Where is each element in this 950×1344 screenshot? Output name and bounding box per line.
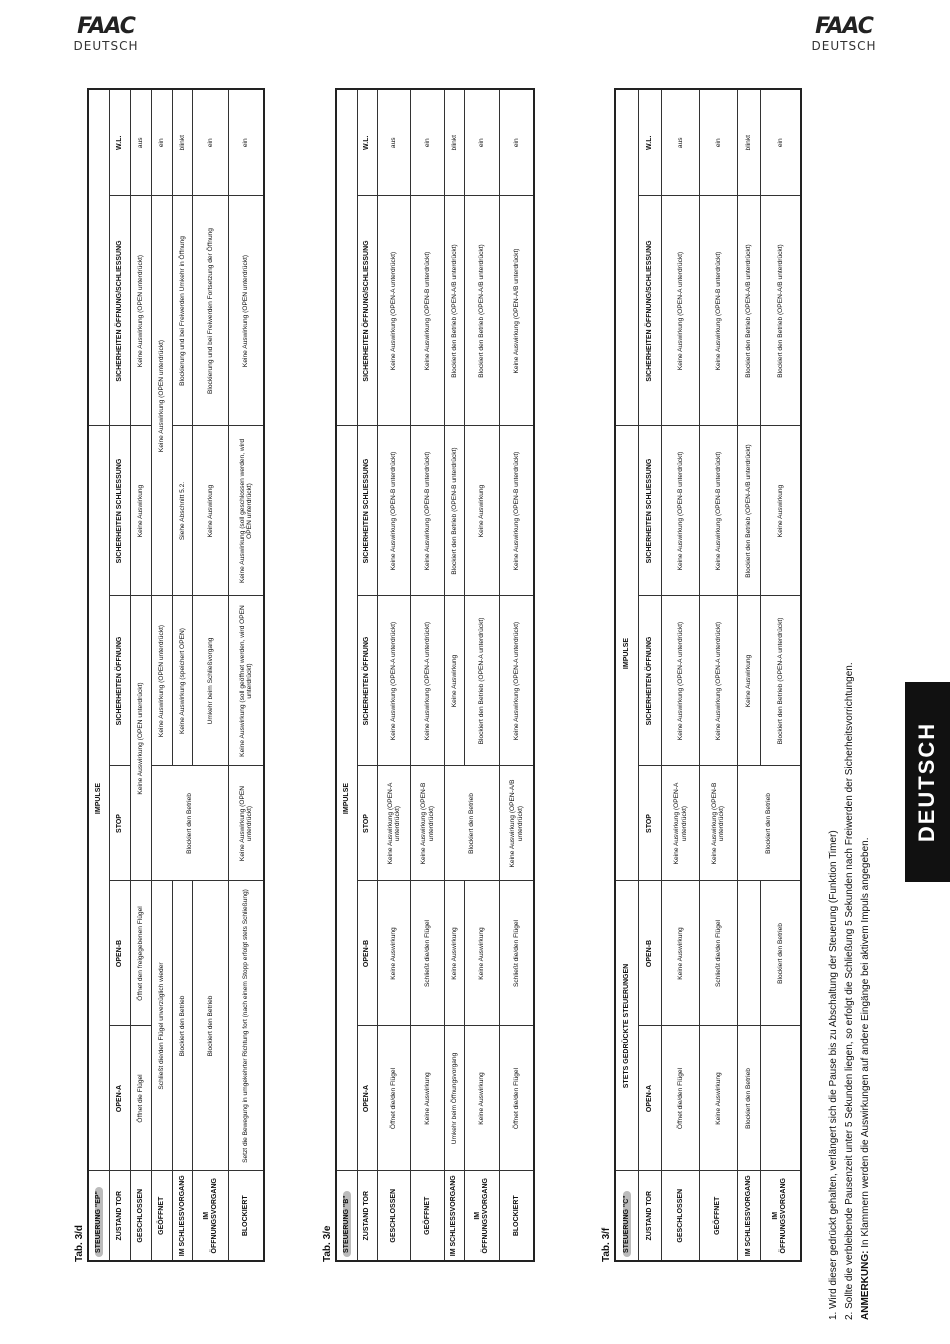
header-open-a: OPEN-A — [110, 1026, 131, 1171]
cell: Keine Auswirkung — [465, 1026, 500, 1171]
cell: Keine Auswirkung (OPEN-A/B unterdrückt) — [500, 766, 534, 881]
cell: Schließt die/den Flügel unverzüglich wieder — [151, 881, 172, 1171]
language-label: DEUTSCH — [73, 39, 139, 53]
cell: ein — [500, 89, 534, 196]
row-state: BLOCKIERT — [500, 1171, 534, 1261]
brand-logo-left — [56, 14, 156, 53]
cell: Keine Auswirkung (OPEN unterdrückt) — [131, 196, 152, 426]
cell: Keine Auswirkung (OPEN unterdrückt) — [151, 596, 172, 766]
header-stets: STETS GEDRÜCKTE STEUERUNGEN — [615, 881, 639, 1171]
header-wl: W.L. — [110, 89, 131, 196]
cell: Keine Auswirkung (OPEN-B unterdrückt) — [378, 426, 411, 596]
table-row — [151, 89, 172, 1261]
cell — [737, 881, 760, 1026]
cell: ein — [411, 89, 444, 196]
cell: blinkt — [737, 89, 760, 196]
row-state: IM SCHLIESSVORGANG — [444, 1171, 464, 1261]
table-row — [700, 89, 738, 1261]
cell: Keine Auswirkung — [444, 881, 464, 1026]
cell: Blockiert den Betrieb (OPEN-A/B unterdrückt) — [465, 196, 500, 426]
header-wl: W.L. — [639, 89, 662, 196]
cell: Blockiert den Betrieb — [444, 766, 499, 881]
cell: Keine Auswirkung — [700, 1026, 738, 1171]
header-sich-oeff: SICHERHEITEN ÖFFNUNG — [357, 596, 377, 766]
cell: ein — [760, 89, 801, 196]
cell: ein — [465, 89, 500, 196]
cell: Keine Auswirkung (OPEN-B unterdrückt) — [662, 426, 700, 596]
table-label: Tab. 3/e — [322, 1225, 333, 1262]
row-state: IM ÖFFNUNGSVORGANG — [193, 1171, 229, 1261]
table-row — [500, 89, 534, 1261]
row-state: GESCHLOSSEN — [662, 1171, 700, 1261]
header-sich-schl: SICHERHEITEN SCHLIESSUNG — [357, 426, 377, 596]
header-wl: W.L. — [357, 89, 377, 196]
cell: Keine Auswirkung (OPEN-A unterdrückt) — [500, 596, 534, 766]
cell: Schließt die/den Flügel — [700, 881, 738, 1026]
row-state: IM ÖFFNUNGSVORGANG — [760, 1171, 801, 1261]
cell: Keine Auswirkung (OPEN-B unterdrückt) — [700, 196, 738, 426]
cell: Keine Auswirkung — [378, 881, 411, 1026]
language-side-tab — [905, 682, 950, 882]
cell: Keine Auswirkung — [465, 426, 500, 596]
cell: Blockierung und bei Freiwerden Umkehr in Öffnung — [172, 196, 193, 426]
header-impulse: IMPULSE — [615, 426, 639, 881]
cell: ein — [700, 89, 738, 196]
cell: Keine Auswirkung (OPEN-B unterdrückt) — [411, 766, 444, 881]
header-sich-schl: SICHERHEITEN SCHLIESSUNG — [639, 426, 662, 596]
faac-logo: FAAC — [815, 14, 873, 39]
row-state: GESCHLOSSEN — [131, 1171, 152, 1261]
cell: Blockiert den Betrieb — [737, 766, 801, 881]
cell — [760, 1026, 801, 1171]
header-open-b: OPEN-B — [357, 881, 377, 1026]
cell: Keine Auswirkung — [411, 1026, 444, 1171]
header-stop: STOP — [639, 766, 662, 881]
table-row — [760, 89, 801, 1261]
cell: Keine Auswirkung — [737, 596, 760, 766]
cell: aus — [662, 89, 700, 196]
cell: Blockiert den Betrieb (OPEN-A/B unterdrückt) — [737, 426, 760, 596]
table-row — [465, 89, 500, 1261]
cell: Blockiert den Betrieb — [760, 881, 801, 1026]
anmerkung-label: ANMERKUNG: — [860, 1250, 871, 1320]
table-row — [411, 89, 444, 1261]
table-3e — [335, 88, 535, 1262]
header-sich-oeff-schl: SICHERHEITEN ÖFFNUNG/SCHLIESSUNG — [639, 196, 662, 426]
cell: Keine Auswirkung (OPEN-A unterdrückt) — [411, 596, 444, 766]
cell: Blockiert den Betrieb — [737, 1026, 760, 1171]
brand-logo-right — [794, 14, 894, 53]
cell: Keine Auswirkung (speichert OPEN) — [172, 596, 193, 766]
cell: ein — [193, 89, 229, 196]
cell: Keine Auswirkung (OPEN-B unterdrückt) — [411, 196, 444, 426]
table-row — [737, 89, 760, 1261]
table-row — [662, 89, 700, 1261]
table-row — [444, 89, 464, 1261]
cell: Keine Auswirkung (OPEN-B unterdrückt) — [700, 426, 738, 596]
table-3e-block — [322, 90, 538, 1262]
table-row — [378, 89, 411, 1261]
cell: Setzt die Bewegung in umgekehrter Richtung fort (nach einem Stopp erfolgt stets Schließung) — [229, 881, 264, 1171]
header-impulse: IMPULSE — [336, 426, 357, 1171]
cell: Schließt die/den Flügel — [411, 881, 444, 1026]
cell: Öffnet die/den Flügel — [500, 1026, 534, 1171]
cell: Keine Auswirkung (OPEN-A unterdrückt) — [700, 596, 738, 766]
header-open-a: OPEN-A — [639, 1026, 662, 1171]
cell: Blockiert den Betrieb — [193, 881, 229, 1171]
header-sich-oeff: SICHERHEITEN ÖFFNUNG — [110, 596, 131, 766]
cell: Blockiert den Betrieb — [172, 881, 193, 1171]
table-label: Tab. 3/f — [601, 1227, 612, 1262]
table-row — [229, 89, 264, 1261]
row-state: IM SCHLIESSVORGANG — [172, 1171, 193, 1261]
cell: Keine Auswirkung (OPEN-A unterdrückt) — [662, 596, 700, 766]
cell: Keine Auswirkung (OPEN unterdrückt) — [229, 196, 264, 426]
cell: Keine Auswirkung — [465, 881, 500, 1026]
cell: Blockiert den Betrieb (OPEN-A/B unterdrückt) — [444, 196, 464, 426]
header-open-b: OPEN-B — [110, 881, 131, 1026]
cell: Öffnet die/den Flügel — [662, 1026, 700, 1171]
cell: Blockiert den Betrieb (OPEN-A unterdrückt) — [760, 596, 801, 766]
mode-badge: STEUERUNG "C" — [623, 1191, 631, 1257]
cell: Blockiert den Betrieb (OPEN-A/B unterdrückt) — [760, 196, 801, 426]
row-state: GESCHLOSSEN — [378, 1171, 411, 1261]
table-3f — [614, 88, 802, 1262]
table-3d-block — [74, 90, 268, 1262]
cell: Keine Auswirkung (OPEN-A unterdrückt) — [378, 766, 411, 881]
cell: Keine Auswirkung (OPEN-A unterdrückt) — [662, 196, 700, 426]
cell: Keine Auswirkung (soll geöffnet werden, wird OPEN unterdrückt) — [229, 596, 264, 766]
cell: Keine Auswirkung — [662, 881, 700, 1026]
cell: Keine Auswirkung (soll geschlossen werden, wird OPEN unterdrückt) — [229, 426, 264, 596]
cell: Keine Auswirkung (OPEN-B unterdrückt) — [500, 426, 534, 596]
header-open-a: OPEN-A — [357, 1026, 377, 1171]
cell: Schließt die/den Flügel — [500, 881, 534, 1026]
header-zustand: ZUSTAND TOR — [357, 1171, 377, 1261]
cell: aus — [378, 89, 411, 196]
faac-logo: FAAC — [77, 14, 135, 39]
mode-badge: STEUERUNG "B" — [343, 1191, 351, 1257]
footnote-anmerkung — [858, 610, 874, 1320]
cell: Umkehr beim Öffnungsvorgang — [444, 1026, 464, 1171]
row-state: GEÖFFNET — [151, 1171, 172, 1261]
cell: blinkt — [444, 89, 464, 196]
header-zustand: ZUSTAND TOR — [110, 1171, 131, 1261]
header-open-b: OPEN-B — [639, 881, 662, 1026]
table-row — [193, 89, 229, 1261]
header-sich-oeff: SICHERHEITEN ÖFFNUNG — [639, 596, 662, 766]
header-sich-schl: SICHERHEITEN SCHLIESSUNG — [110, 426, 131, 596]
anmerkung-text: In Klammern werden die Auswirkungen auf andere Eingänge bei aktivem Impuls angegeben. — [860, 837, 871, 1251]
cell: Keine Auswirkung (OPEN-A unterdrückt) — [662, 766, 700, 881]
cell: Keine Auswirkung (OPEN-B unterdrückt) — [700, 766, 738, 881]
cell: blinkt — [172, 89, 193, 196]
header-stop: STOP — [110, 766, 131, 881]
cell: Blockiert den Betrieb (OPEN-B unterdrückt) — [444, 426, 464, 596]
cell: Blockiert den Betrieb — [151, 766, 229, 881]
table-row — [172, 89, 193, 1261]
table-label: Tab. 3/d — [74, 1224, 85, 1262]
row-state: IM SCHLIESSVORGANG — [737, 1171, 760, 1261]
row-state: GEÖFFNET — [700, 1171, 738, 1261]
cell: Keine Auswirkung (OPEN unterdrückt) — [131, 596, 152, 881]
row-state: IM ÖFFNUNGSVORGANG — [465, 1171, 500, 1261]
cell: Öffnet die/den Flügel — [378, 1026, 411, 1171]
cell: Blockierung und bei Freiwerden Fortsetzung der Öffnung — [193, 196, 229, 426]
cell: Keine Auswirkung — [193, 426, 229, 596]
cell: ein — [151, 89, 172, 196]
cell: Umkehr beim Schließvorgang — [193, 596, 229, 766]
cell: Siehe Abschnitt 5.2. — [172, 426, 193, 596]
table-3d — [87, 88, 265, 1262]
header-sich-oeff-schl: SICHERHEITEN ÖFFNUNG/SCHLIESSUNG — [357, 196, 377, 426]
language-label: DEUTSCH — [811, 39, 877, 53]
footnotes — [826, 610, 874, 1320]
footnote-1: 1. Wird dieser gedrückt gehalten, verlängert sich die Pause bis zu Abschaltung der Steuerung (Funktion Timer) — [828, 830, 839, 1320]
cell: Keine Auswirkung (OPEN-A unterdrückt) — [378, 596, 411, 766]
cell: Öffnet den freigegebenen Flügel — [131, 881, 152, 1026]
header-sich-oeff-schl: SICHERHEITEN ÖFFNUNG/SCHLIESSUNG — [110, 196, 131, 426]
cell: Keine Auswirkung (OPEN-A/B unterdrückt) — [500, 196, 534, 426]
mode-badge: STEUERUNG "EP" — [95, 1187, 103, 1257]
cell: aus — [131, 89, 152, 196]
footnote-2: 2. Sollte die verbleibende Pausenzeit unter 5 Sekunden liegen, so erfolgt die Schließung 5 Sekunden nach Freiwerden der Sicherheitsvorrichtungen. — [844, 662, 855, 1320]
cell: Keine Auswirkung — [760, 426, 801, 596]
cell: Keine Auswirkung (OPEN-A unterdrückt) — [378, 196, 411, 426]
cell: Keine Auswirkung (OPEN unterdrückt) — [151, 196, 172, 596]
table-row — [131, 89, 152, 1261]
cell: Keine Auswirkung (OPEN unterdrückt) — [229, 766, 264, 881]
cell: Keine Auswirkung — [444, 596, 464, 766]
cell: Öffnet die Flügel — [131, 1026, 152, 1171]
cell: Blockiert den Betrieb (OPEN-A/B unterdrückt) — [737, 196, 760, 426]
cell: ein — [229, 89, 264, 196]
header-impulse: IMPULSE — [88, 426, 110, 1171]
cell: Keine Auswirkung — [131, 426, 152, 596]
row-state: GEÖFFNET — [411, 1171, 444, 1261]
table-3f-block — [601, 90, 805, 1262]
cell: Blockiert den Betrieb (OPEN-A unterdrückt) — [465, 596, 500, 766]
side-tab-label: DEUTSCH — [914, 721, 940, 843]
header-stop: STOP — [357, 766, 377, 881]
row-state: BLOCKIERT — [229, 1171, 264, 1261]
header-zustand: ZUSTAND TOR — [639, 1171, 662, 1261]
cell: Keine Auswirkung (OPEN-B unterdrückt) — [411, 426, 444, 596]
